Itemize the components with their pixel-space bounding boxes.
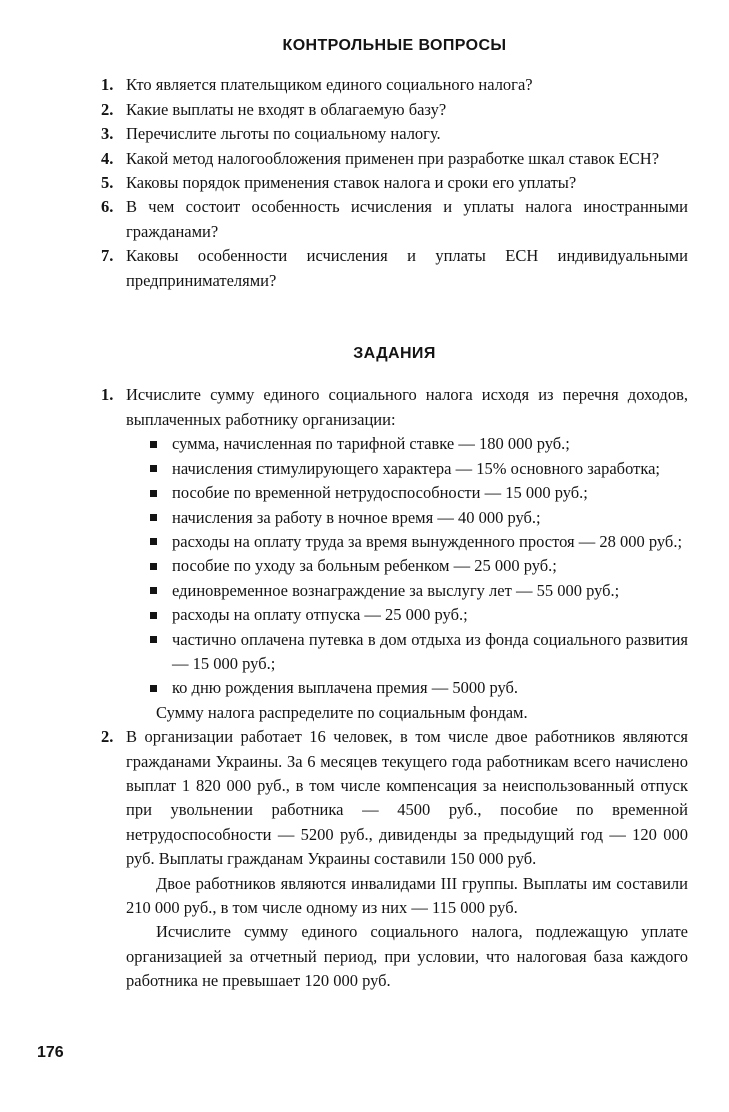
square-bullet-icon <box>150 490 157 497</box>
bullet-text: сумма, начисленная по тарифной ставке — 180 000 руб.; <box>172 434 570 454</box>
bullet-item <box>150 579 688 603</box>
bullet-text: расходы на оплату отпуска — 25 000 руб.; <box>172 605 468 625</box>
tasks-heading: ЗАДАНИЯ <box>353 345 436 363</box>
task-item-1 <box>101 383 688 725</box>
task-body <box>126 383 688 725</box>
bullet-item <box>150 554 688 578</box>
control-questions-list <box>101 73 688 293</box>
question-text: Какой метод налогообложения применен при разработке шкал ставок ЕСН? <box>126 148 660 168</box>
task-paragraph: В организации работает 16 человек, в том числе двое работников являются гражданами Украины. За 6 месяцев текущего года работникам всего начислено выплат 1 820 000 руб., в том числе компенсация за неиспользованный отпуск при увольнении работника — 4500 руб., пособие по временной нетрудоспособности — 5200 руб., дивиденды за предыдущий год — 120 000 руб. Выплаты гражданам Украины составили 150 000 руб. <box>126 727 688 869</box>
bullet-item <box>150 676 688 700</box>
square-bullet-icon <box>150 563 157 570</box>
bullet-text: расходы на оплату труда за время вынужденного простоя — 28 000 руб.; <box>172 531 683 551</box>
bullet-item <box>150 530 688 554</box>
bullet-text: ко дню рождения выплачена премия — 5000 руб. <box>172 678 519 698</box>
control-questions-heading: КОНТРОЛЬНЫЕ ВОПРОСЫ <box>282 37 507 54</box>
bullet-item <box>150 481 688 505</box>
task-item-2 <box>101 725 688 993</box>
square-bullet-icon <box>150 514 157 521</box>
question-text: Перечислите льготы по социальному налогу. <box>126 124 441 144</box>
bullet-text: начисления стимулирующего характера — 15% основного заработка; <box>172 458 660 478</box>
question-text: Каковы порядок применения ставок налога и сроки его уплаты? <box>126 173 577 193</box>
bullet-item <box>150 603 688 627</box>
task-paragraph: Двое работников являются инвалидами III группы. Выплаты им составили 210 000 руб., в том числе одному из них — 115 000 руб. <box>126 873 688 917</box>
square-bullet-icon <box>150 612 157 619</box>
square-bullet-icon <box>150 538 157 545</box>
item-number: 2. <box>101 727 114 747</box>
item-number: 3. <box>101 124 114 144</box>
square-bullet-icon <box>150 685 157 692</box>
bullet-text: начисления за работу в ночное время — 40 000 руб.; <box>172 507 541 527</box>
question-item <box>101 171 688 195</box>
item-number: 6. <box>101 197 114 217</box>
item-number: 5. <box>101 173 114 193</box>
square-bullet-icon <box>150 441 157 448</box>
question-item <box>101 98 688 122</box>
bullet-item <box>150 432 688 456</box>
question-item <box>101 122 688 146</box>
question-item <box>101 244 688 293</box>
bullet-item <box>150 506 688 530</box>
question-item <box>101 73 688 97</box>
question-item <box>101 147 688 171</box>
page-number: 176 <box>37 1044 64 1061</box>
item-number: 4. <box>101 148 114 168</box>
bullet-item <box>150 628 688 677</box>
bullet-item <box>150 457 688 481</box>
task-closing: Сумму налога распределите по социальным фондам. <box>156 702 528 722</box>
task-paragraph: Исчислите сумму единого социального налога, подлежащую уплате организацией за отчетный период, при условии, что налоговая база каждого работника не превышает 120 000 руб. <box>126 922 688 991</box>
square-bullet-icon <box>150 587 157 594</box>
bullet-text: единовременное вознаграждение за выслугу лет — 55 000 руб.; <box>172 580 620 600</box>
square-bullet-icon <box>150 636 157 643</box>
item-number: 1. <box>101 75 114 95</box>
task-bullet-list <box>150 432 688 700</box>
item-number: 1. <box>101 385 114 405</box>
item-number: 2. <box>101 99 114 119</box>
task-body <box>126 725 688 993</box>
bullet-text: пособие по временной нетрудоспособности — 15 000 руб.; <box>172 483 588 503</box>
question-text: В чем состоит особенность исчисления и уплаты налога иностранными гражданами? <box>126 197 688 241</box>
page-content <box>101 34 688 994</box>
question-item <box>101 195 688 244</box>
bullet-text: пособие по уходу за больным ребенком — 25 000 руб.; <box>172 556 557 576</box>
question-text: Какие выплаты не входят в облагаемую базу? <box>126 99 447 119</box>
task-intro: Исчислите сумму единого социального налога исходя из перечня доходов, выплаченных работнику организации: <box>126 385 688 429</box>
question-text: Кто является плательщиком единого социального налога? <box>126 75 533 95</box>
bullet-text: частично оплачена путевка в дом отдыха из фонда социального развития — 15 000 руб.; <box>172 629 688 673</box>
question-text: Каковы особенности исчисления и уплаты ЕСН индивидуальными предпринимателями? <box>126 246 688 290</box>
item-number: 7. <box>101 246 114 266</box>
square-bullet-icon <box>150 465 157 472</box>
